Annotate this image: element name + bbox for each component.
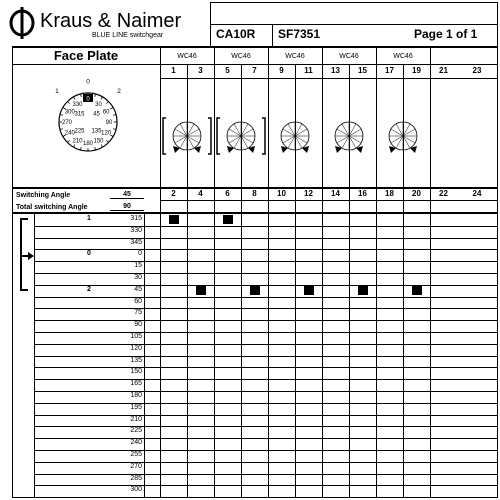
position-angle: 60 [134,297,142,305]
grid-line [34,403,497,404]
dial-angle-label: 150 [93,138,104,145]
position-angle: 150 [130,368,142,376]
grid-line [34,308,497,309]
dial-angle-label: 120 [101,130,112,137]
terminal-number-bottom: 22 [439,189,448,198]
position-angle: 120 [130,344,142,352]
switching-angle-label: Switching Angle [16,192,71,199]
position-angle: 165 [130,380,142,388]
position-name: 0 [87,250,91,258]
switching-angle-value: 45 [110,191,144,199]
contact-closed-mark [358,286,368,295]
terminal-number-bottom: 10 [277,189,286,198]
contact-closed-mark [250,286,260,295]
position-angle: 0 [138,250,142,258]
grid-line [34,391,497,392]
terminal-number-top: 13 [331,66,340,75]
total-switching-angle-label: Total switching Angle [16,204,88,211]
contact-closed-mark [196,286,206,295]
grid-line [34,415,497,416]
arrow-right-icon [28,252,34,260]
grid-line [12,212,498,214]
terminal-number-top: 11 [304,66,313,75]
grid-line [160,200,497,201]
position-angle: 15 [134,262,142,270]
dial-inner-label: 45 [93,111,100,118]
terminal-number-top: 7 [252,66,257,75]
position-angle: 240 [130,439,142,447]
grid-line [34,238,497,239]
model-code: CA10R [216,27,256,41]
position-name: 2 [87,285,91,293]
grid-line [34,438,497,439]
brand-tagline: BLUE LINE switchgear [92,32,164,39]
dial-tick [101,97,103,100]
position-angle: 225 [130,427,142,435]
terminal-number-top: 21 [439,66,448,75]
dial-angle-label: 180 [82,141,94,148]
terminal-number-top: 5 [225,66,230,75]
grid-line [34,332,497,333]
dial-inner-label: 135 [91,128,102,135]
contact-closed-mark [169,215,179,224]
wafer-label: WC46 [393,53,413,60]
dial-tick [74,145,76,148]
position-angle: 30 [134,274,142,281]
position-bracket [20,218,22,290]
grid-line [34,474,497,475]
contact-wafer-icon [322,83,376,183]
grid-line [34,485,497,486]
terminal-number-bottom: 18 [385,189,394,198]
wafer-label: WC46 [177,53,197,60]
position-name: 1 [87,215,91,222]
position-angle: 105 [130,333,142,340]
grid-line [34,367,497,368]
grid-line [34,297,497,298]
dial-angle-label: 210 [72,138,83,145]
position-angle: 300 [130,486,142,494]
position-angle: 180 [130,392,142,399]
terminal-number-bottom: 16 [358,189,367,198]
terminal-number-top: 1 [171,66,176,75]
dial-tick [111,108,114,110]
dial-angle-label: 240 [64,130,75,137]
position-angle: 285 [130,474,142,482]
dial-position-label: 2 [117,88,121,96]
terminal-number-bottom: 24 [472,189,482,198]
grid-line [34,320,497,321]
position-angle: 330 [130,226,142,234]
contact-closed-mark [223,215,233,224]
dial-position-label: 1 [55,88,59,96]
kraus-naimer-logo-icon [8,6,36,40]
grid-line [34,344,497,345]
terminal-number-top: 23 [472,66,482,75]
dial-tick [67,140,69,142]
dial-angle-label: 90 [105,120,113,127]
terminal-number-bottom: 6 [225,189,230,198]
terminal-number-top: 9 [279,66,284,75]
grid-line [160,78,497,79]
dial-angle-label: 270 [61,120,73,127]
dial-inner-label: 225 [74,128,85,135]
position-angle: 135 [130,356,142,364]
grid-line [34,356,497,357]
grid-line [34,261,497,262]
grid-line [34,379,497,380]
terminal-number-bottom: 8 [252,189,257,198]
grid-line [160,64,497,65]
terminal-number-bottom: 20 [412,189,421,198]
grid-line [34,450,497,451]
position-angle: 90 [134,321,142,329]
contact-wafer-icon [376,83,430,183]
terminal-number-bottom: 12 [304,189,313,198]
drawing-number: SF7351 [278,27,321,41]
dial-tick [106,140,108,142]
dial-tick [106,101,108,103]
contact-closed-mark [412,286,422,295]
position-bracket [20,218,28,220]
dial-zero-label: 0 [86,96,90,103]
terminal-number-bottom: 2 [171,189,176,198]
terminal-number-top: 17 [385,66,394,75]
grid-line [34,426,497,427]
wafer-label: WC46 [339,53,359,60]
face-plate-dial [40,74,136,170]
position-bracket [20,289,28,291]
dial-angle-label: 330 [72,101,83,108]
face-plate-title: Face Plate [53,48,119,63]
contact-closed-mark [304,286,314,295]
dial-tick [74,97,76,100]
grid-line [160,187,497,189]
dial-tick [67,101,69,103]
contact-wafer-icon [160,83,214,183]
position-angle: 195 [130,403,142,411]
dial-inner-label: 315 [74,111,85,118]
terminal-number-top: 19 [412,66,421,75]
contact-wafer-icon [268,83,322,183]
grid-line [34,497,497,498]
grid-line [34,226,497,227]
brand-name: Kraus & Naimer [40,10,182,32]
position-angle: 210 [130,415,142,423]
position-angle: 255 [130,451,142,458]
dial-angle-label: 300 [64,109,75,116]
grid-line [34,273,497,274]
position-angle: 345 [130,238,142,246]
position-angle: 315 [130,215,142,222]
dial-angle-label: 30 [95,101,102,108]
wafer-label: WC46 [231,53,251,60]
grid-line [34,462,497,463]
wafer-label: WC46 [285,53,305,60]
terminal-number-top: 15 [358,66,367,75]
position-angle: 45 [134,285,142,293]
terminal-number-top: 3 [198,66,203,75]
terminal-number-bottom: 4 [198,189,203,198]
dial-tick [101,145,103,148]
page-indicator: Page 1 of 1 [414,27,478,41]
contact-wafer-icon [214,83,268,183]
dial-angle-label: 60 [102,109,110,116]
terminal-number-bottom: 14 [331,189,340,198]
dial-position-label: 0 [86,78,90,86]
total-switching-angle-value: 90 [110,203,144,211]
position-angle: 270 [130,462,142,470]
position-angle: 75 [134,309,142,317]
